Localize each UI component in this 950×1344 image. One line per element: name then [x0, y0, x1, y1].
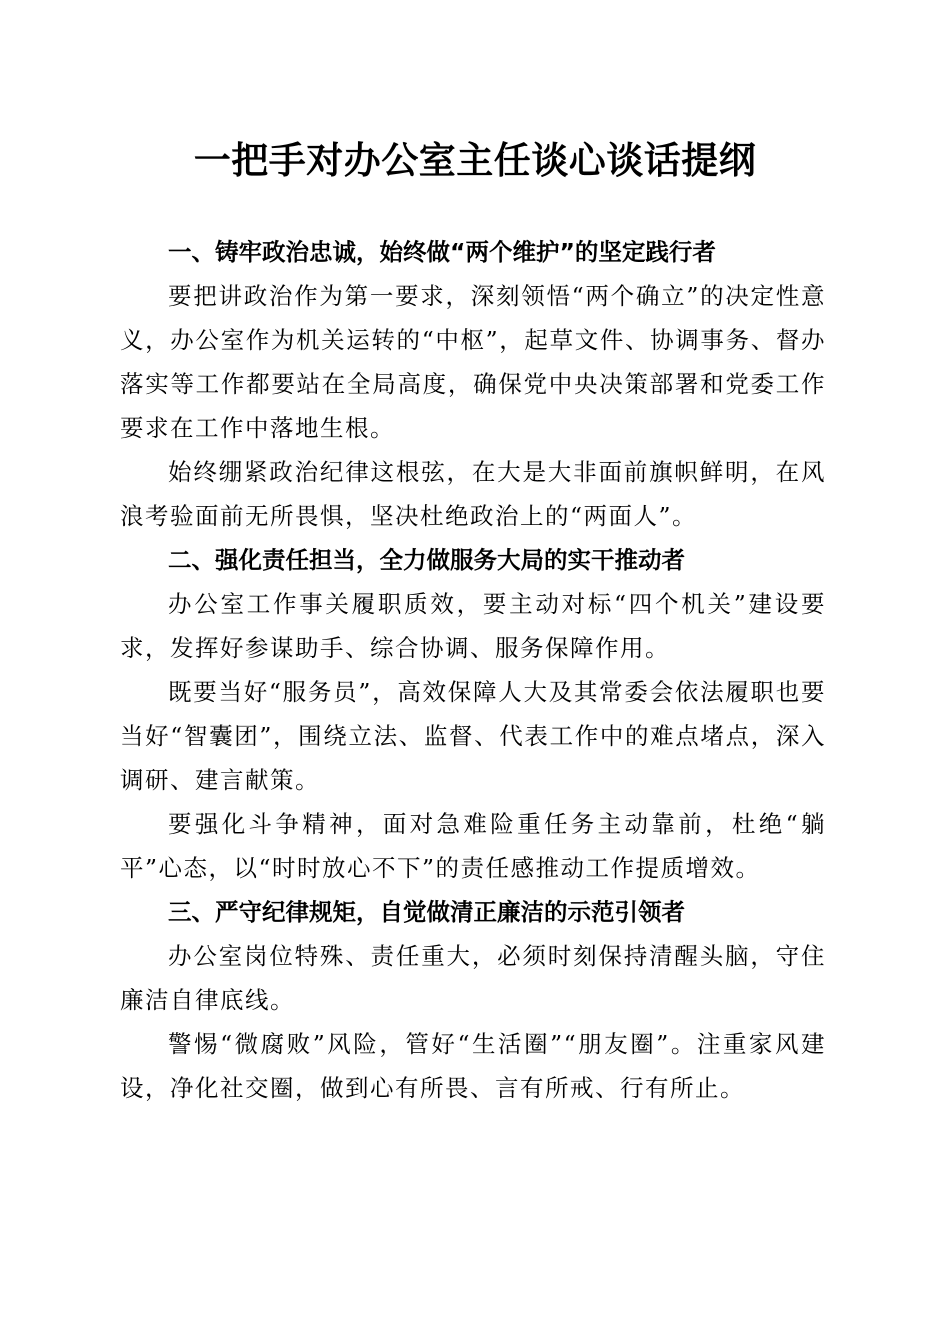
paragraph: 办公室工作事关履职质效，要主动对标“四个机关”建设要求，发挥好参谋助手、综合协调、服务保障作用。 — [120, 590, 826, 662]
section-heading: 二、强化责任担当，全力做服务大局的实干推动者 — [168, 546, 685, 574]
section-2 — [120, 538, 826, 890]
paragraph: 警惕“微腐败”风险，管好“生活圈”“朋友圈”。注重家风建设，净化社交圈，做到心有所畏、言有所戒、行有所止。 — [120, 1030, 826, 1102]
paragraph: 既要当好“服务员”，高效保障人大及其常委会依法履职也要当好“智囊团”，围绕立法、监督、代表工作中的难点堵点，深入调研、建言献策。 — [120, 678, 826, 794]
section-heading: 三、严守纪律规矩，自觉做清正廉洁的示范引领者 — [168, 898, 685, 926]
paragraph: 始终绷紧政治纪律这根弦，在大是大非面前旗帜鲜明，在风浪考验面前无所畏惧，坚决杜绝政治上的“两面人”。 — [120, 458, 826, 530]
paragraph: 要把讲政治作为第一要求，深刻领悟“两个确立”的决定性意义，办公室作为机关运转的“中枢”，起草文件、协调事务、督办落实等工作都要站在全局高度，确保党中央决策部署和党委工作要求在工作中落地生根。 — [120, 282, 826, 442]
paragraph: 要强化斗争精神，面对急难险重任务主动靠前，杜绝“躺平”心态，以“时时放心不下”的责任感推动工作提质增效。 — [120, 810, 826, 882]
section-1 — [120, 230, 826, 538]
document-body — [120, 230, 826, 1110]
paragraph: 办公室岗位特殊、责任重大，必须时刻保持清醒头脑，守住廉洁自律底线。 — [120, 942, 826, 1014]
section-3 — [120, 890, 826, 1110]
section-heading: 一、铸牢政治忠诚，始终做“两个维护”的坚定践行者 — [168, 238, 716, 266]
document-title: 一把手对办公室主任谈心谈话提纲 — [193, 138, 757, 182]
